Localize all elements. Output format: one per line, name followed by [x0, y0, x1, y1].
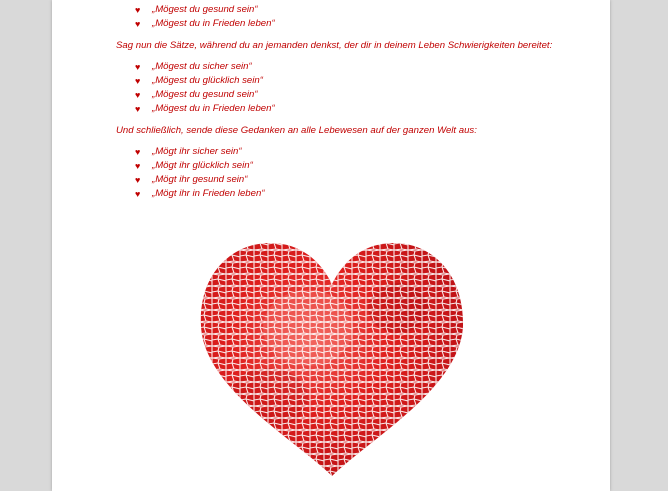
- list-item: ♥ „Mögest du glücklich sein“: [135, 75, 263, 86]
- heart-icon: ♥: [135, 161, 141, 171]
- list-item: ♥ „Mögest du in Frieden leben“: [135, 103, 275, 114]
- list-item: ♥ „Mögest du gesund sein“: [135, 4, 258, 15]
- instruction-paragraph-1: Sag nun die Sätze, während du an jemanden denkst, der dir in deinem Leben Schwierigkeiten bereitet:: [116, 40, 553, 51]
- list-item: ♥ „Mögest du in Frieden leben“: [135, 18, 275, 29]
- list-item: ♥ „Mögt ihr sicher sein“: [135, 146, 242, 157]
- heart-icon: [198, 238, 466, 478]
- heart-icon: ♥: [135, 62, 141, 72]
- heart-icon: ♥: [135, 147, 141, 157]
- bullet-list-2: [116, 60, 596, 116]
- instruction-paragraph-2: Und schließlich, sende diese Gedanken an alle Lebewesen auf der ganzen Welt aus:: [116, 125, 477, 136]
- document-content: [116, 0, 596, 201]
- list-item: ♥ „Mögt ihr gesund sein“: [135, 174, 248, 185]
- heart-icon: ♥: [135, 76, 141, 86]
- list-item: ♥ „Mögest du sicher sein“: [135, 61, 252, 72]
- document-page: [52, 0, 610, 491]
- heart-icon: ♥: [135, 189, 141, 199]
- heart-icon: ♥: [135, 90, 141, 100]
- mosaic-heart-image: [198, 238, 466, 478]
- bullet-list-3: [116, 145, 596, 201]
- bullet-list-1: [116, 0, 596, 31]
- list-item: ♥ „Mögt ihr glücklich sein“: [135, 160, 253, 171]
- heart-icon: ♥: [135, 5, 141, 15]
- heart-icon: ♥: [135, 104, 141, 114]
- heart-icon: ♥: [135, 19, 141, 29]
- list-item: ♥ „Mögt ihr in Frieden leben“: [135, 188, 265, 199]
- heart-icon: ♥: [135, 175, 141, 185]
- list-item: ♥ „Mögest du gesund sein“: [135, 89, 258, 100]
